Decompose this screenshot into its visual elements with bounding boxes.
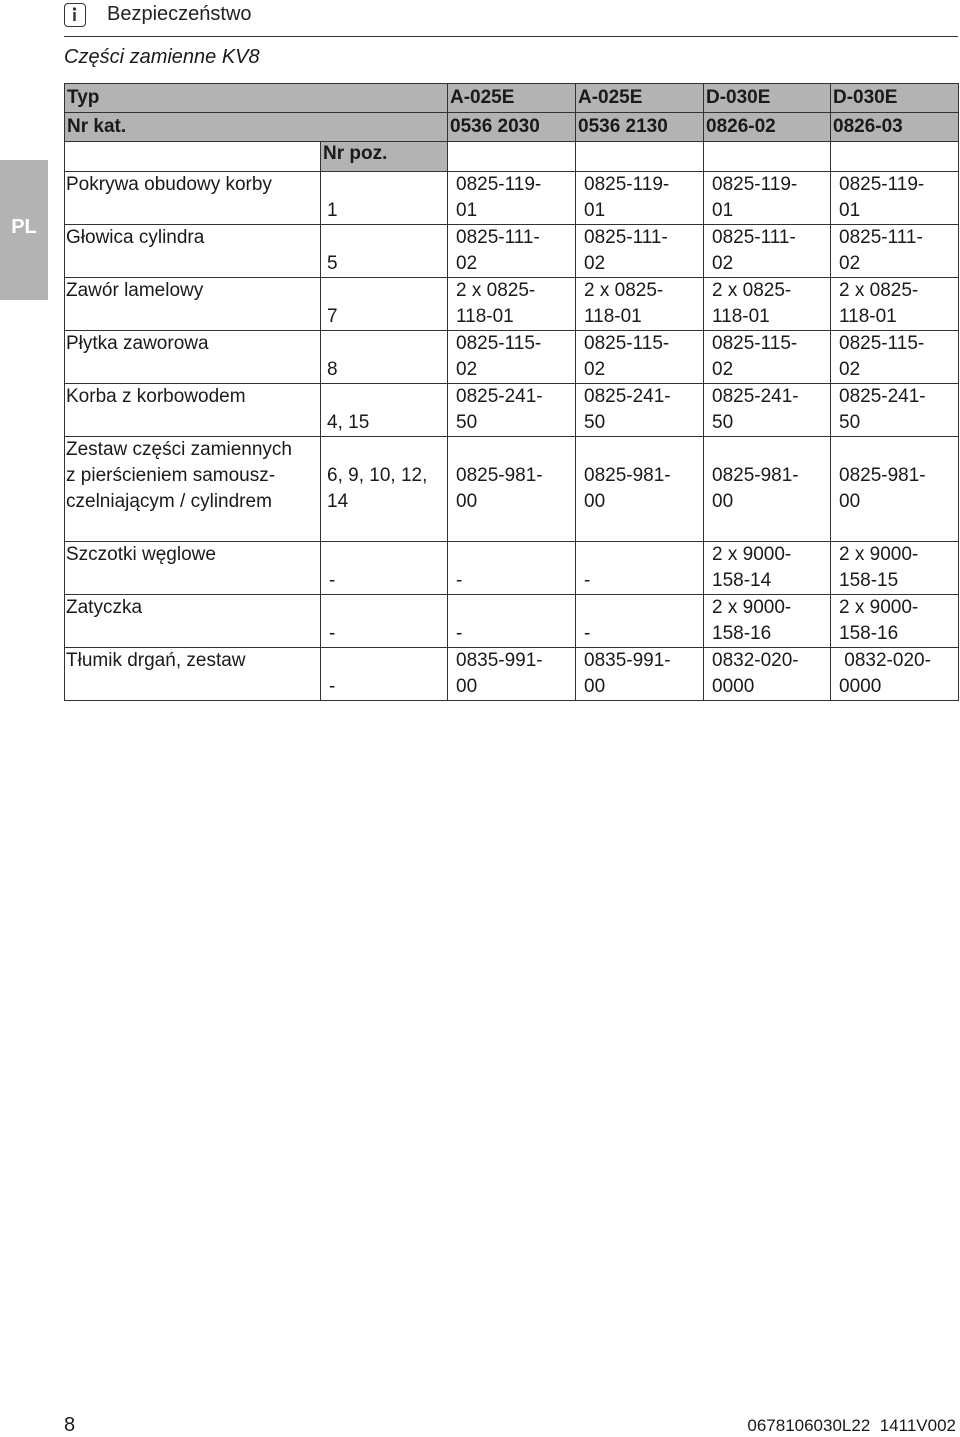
table-row [65,384,959,437]
table-row-nrpoz [65,142,959,172]
table-row [65,278,959,331]
part-number: - [448,542,576,595]
part-number: 2 x 9000- 158-14 [712,544,792,591]
part-number: 2 x 0825- 118-01 [712,280,792,327]
part-number: 0825-115- 02 [839,333,925,380]
part-position: 8 [321,331,448,384]
part-number: 0832-020- 0000 [712,650,799,697]
table-row-typ [65,84,959,113]
cell-nrpoz-label: Nr poz. [321,142,448,172]
cell-nrkat-2: 0536 2130 [576,113,704,142]
part-number: - [576,595,704,648]
cell-typ-1: A-025E [448,84,576,113]
part-number: 0825-119- 01 [584,174,670,221]
table-row [65,542,959,595]
part-number: 0825-115- 02 [712,333,798,380]
table-row [65,648,959,701]
section-title: Części zamienne KV8 [64,46,260,68]
part-number: 0835-991- 00 [584,650,671,697]
part-number: 2 x 0825- 118-01 [839,280,919,327]
document-code: 0678106030L22 1411V002 [747,1416,956,1435]
cell-empty [576,142,704,172]
cell-nrkat-4: 0826-03 [831,113,959,142]
part-position: 5 [321,225,448,278]
part-name: Pokrywa obudowy korby [65,172,321,225]
part-position: 7 [321,278,448,331]
part-name: Głowica cylindra [65,225,321,278]
part-number: 0825-981- 00 [712,465,799,512]
part-number: 0825-119- 01 [839,174,925,221]
part-number: 0835-991- 00 [456,650,543,697]
part-name: Zatyczka [65,595,321,648]
page-number: 8 [64,1414,76,1436]
part-number: 0825-111- 02 [584,227,668,274]
part-position: - [321,648,448,701]
part-name: Korba z korbowodem [65,384,321,437]
part-number: 0825-111- 02 [712,227,796,274]
cell-empty [65,142,321,172]
part-number: 0825-241- 50 [712,386,799,433]
info-icon [64,3,86,27]
part-position: 6, 9, 10, 12, 14 [327,465,428,512]
part-name: Szczotki węglowe [65,542,321,595]
cell-typ-2: A-025E [576,84,704,113]
part-name: Tłumik drgań, zestaw [65,648,321,701]
header-title: Bezpieczeństwo [107,3,252,25]
part-position: 1 [321,172,448,225]
page-header [64,0,958,37]
part-number: 2 x 0825- 118-01 [456,280,536,327]
cell-typ-3: D-030E [704,84,831,113]
cell-empty [831,142,959,172]
part-position: - [321,595,448,648]
table-row [65,225,959,278]
part-number: - [576,542,704,595]
part-number: 0825-241- 50 [839,386,926,433]
table-row [65,172,959,225]
cell-nrkat-1: 0536 2030 [448,113,576,142]
part-number: 0825-119- 01 [456,174,542,221]
part-name: Zawór lamelowy [65,278,321,331]
part-number: - [448,595,576,648]
cell-typ-label: Typ [65,84,448,113]
part-number: 0825-241- 50 [584,386,671,433]
part-position: 4, 15 [321,384,448,437]
part-number: 0825-115- 02 [584,333,670,380]
cell-nrkat-3: 0826-02 [704,113,831,142]
cell-empty [704,142,831,172]
cell-typ-4: D-030E [831,84,959,113]
table-row [65,331,959,384]
table-row [65,595,959,648]
part-number: 2 x 0825- 118-01 [584,280,664,327]
language-tab [0,160,48,300]
part-number: 0825-111- 02 [456,227,540,274]
table-row [65,437,959,542]
part-number: 0825-115- 02 [456,333,542,380]
part-number: 0825-111- 02 [839,227,923,274]
cell-nrkat-label: Nr kat. [65,113,448,142]
part-number: 0825-981- 00 [456,465,543,512]
spare-parts-table [64,83,959,701]
part-number: 2 x 9000- 158-15 [839,544,919,591]
part-number: 2 x 9000- 158-16 [839,597,919,644]
part-number: 0825-981- 00 [584,465,671,512]
part-number: 2 x 9000- 158-16 [712,597,792,644]
part-position: - [321,542,448,595]
part-name: Zestaw części zamiennych z pierścieniem samousz- czelniającym / cylindrem [66,439,292,512]
part-number: 0825-119- 01 [712,174,798,221]
part-number: 0825-981- 00 [839,465,926,512]
part-number: 0825-241- 50 [456,386,543,433]
language-tab-label: PL [11,216,37,238]
part-name: Płytka zaworowa [65,331,321,384]
cell-empty [448,142,576,172]
part-number: 0832-020- 0000 [839,650,931,697]
table-row-nrkat [65,113,959,142]
